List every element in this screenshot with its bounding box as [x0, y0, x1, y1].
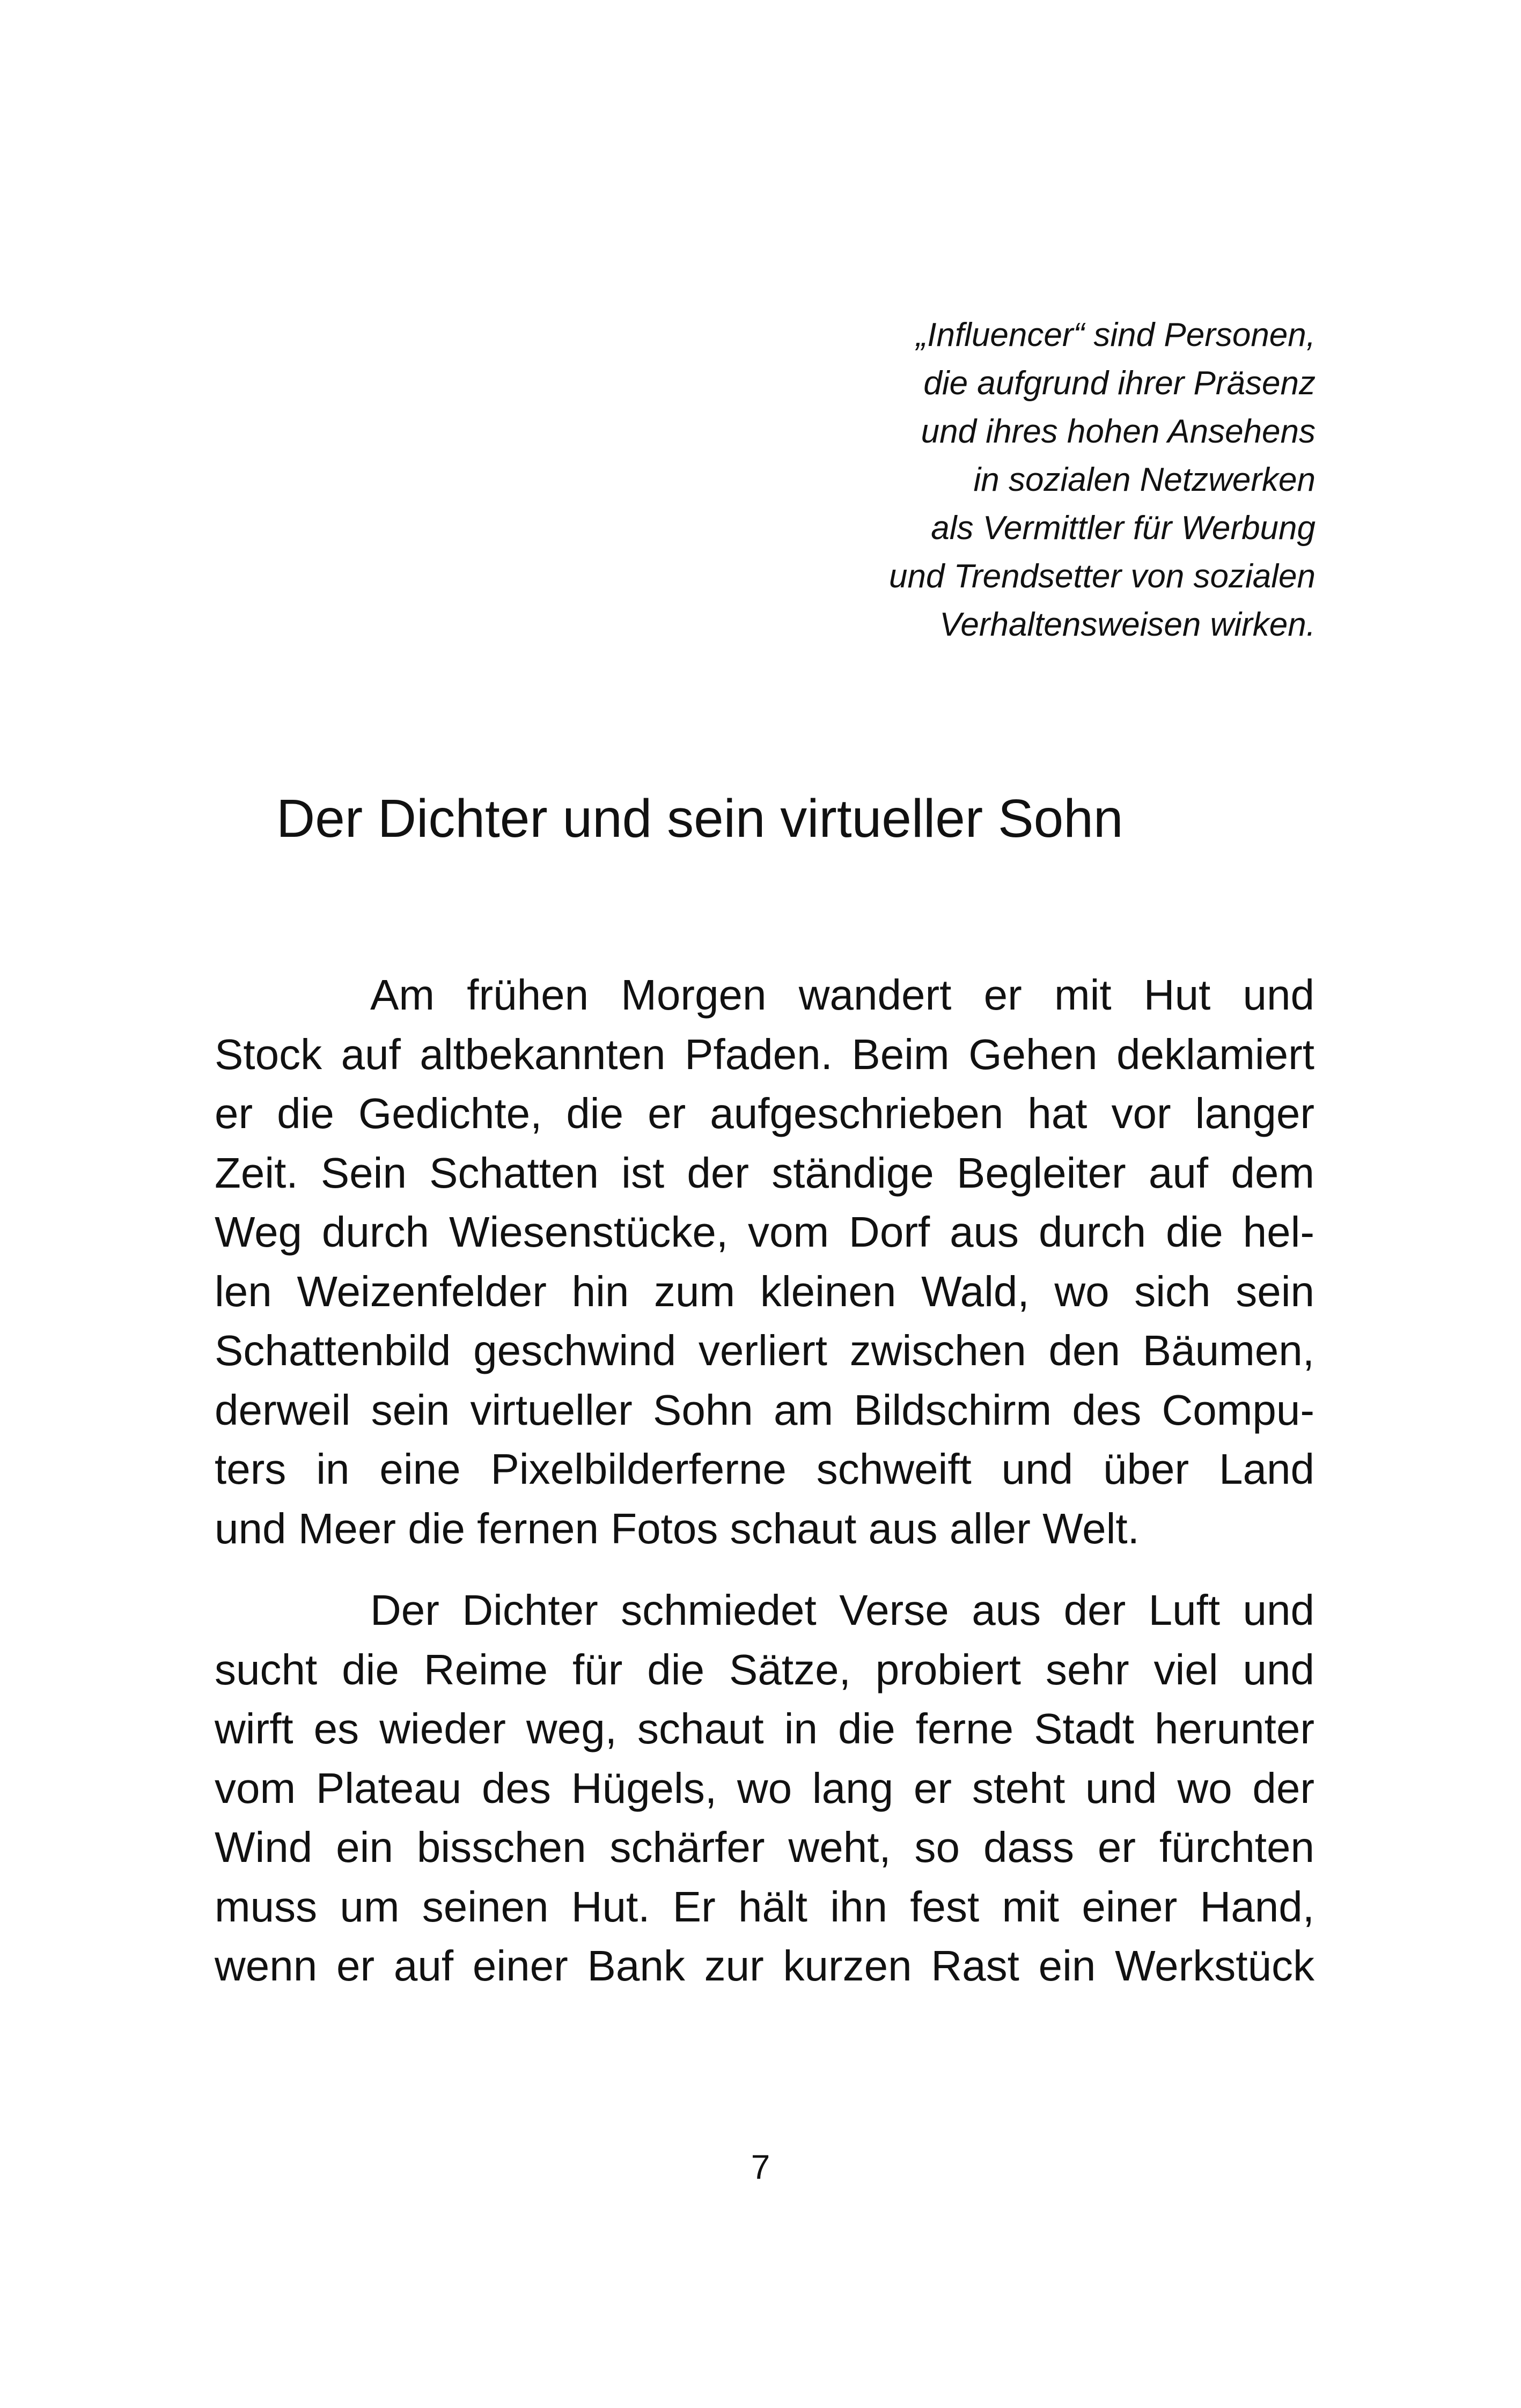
text-line: wenn er auf einer Bank zur kurzen Rast ein Werkstück: [215, 1942, 1314, 1990]
text-line: derweil sein virtueller Sohn am Bildschirm des Compu-: [215, 1386, 1314, 1434]
epigraph-line: und ihres hohen Ansehens: [921, 413, 1316, 450]
text-line: er die Gedichte, die er aufgeschrieben hat vor langer: [215, 1089, 1314, 1137]
text-line: Weg durch Wiesenstücke, vom Dorf aus durch die hel-: [215, 1208, 1314, 1256]
paragraph-1: [215, 966, 1314, 1558]
text-line: len Weizenfelder hin zum kleinen Wald, wo sich sein: [215, 1267, 1314, 1315]
text-line: Wind ein bisschen schärfer weht, so dass er fürchten: [215, 1823, 1314, 1871]
text-line: Zeit. Sein Schatten ist der ständige Begleiter auf dem: [215, 1148, 1314, 1197]
text-line: Stock auf altbekannten Pfaden. Beim Gehen deklamiert: [215, 1030, 1314, 1078]
text-line: und Meer die fernen Fotos schaut aus aller Welt.: [215, 1504, 1140, 1552]
epigraph-line: als Vermittler für Werbung: [931, 510, 1316, 547]
text-line: ters in eine Pixelbilderferne schweift und über Land: [215, 1445, 1314, 1493]
text-line: muss um seinen Hut. Er hält ihn fest mit einer Hand,: [215, 1882, 1314, 1931]
text-line: vom Plateau des Hügels, wo lang er steht und wo der: [215, 1764, 1314, 1812]
epigraph-line: in sozialen Netzwerken: [973, 461, 1316, 498]
text-line: Schattenbild geschwind verliert zwischen den Bäumen,: [215, 1327, 1314, 1374]
text-line: sucht die Reime für die Sätze, probiert sehr viel und: [215, 1645, 1314, 1693]
epigraph: [725, 311, 1316, 649]
text-line: Am frühen Morgen wandert er mit Hut und: [370, 971, 1314, 1019]
text-line: Der Dichter schmiedet Verse aus der Luft und: [370, 1586, 1314, 1634]
epigraph-line: die aufgrund ihrer Präsenz: [923, 365, 1316, 402]
paragraph-2: [215, 1581, 1314, 1996]
epigraph-line: und Trendsetter von sozialen: [889, 558, 1316, 595]
body-text: [215, 966, 1314, 2019]
chapter-title: Der Dichter und sein virtueller Sohn: [276, 789, 1123, 849]
page-number: 7: [751, 2148, 770, 2186]
epigraph-line: „Influencer“ sind Personen,: [916, 316, 1316, 354]
text-line: wirft es wieder weg, schaut in die ferne Stadt herunter: [215, 1705, 1314, 1752]
epigraph-line: Verhaltensweisen wirken.: [939, 606, 1316, 643]
